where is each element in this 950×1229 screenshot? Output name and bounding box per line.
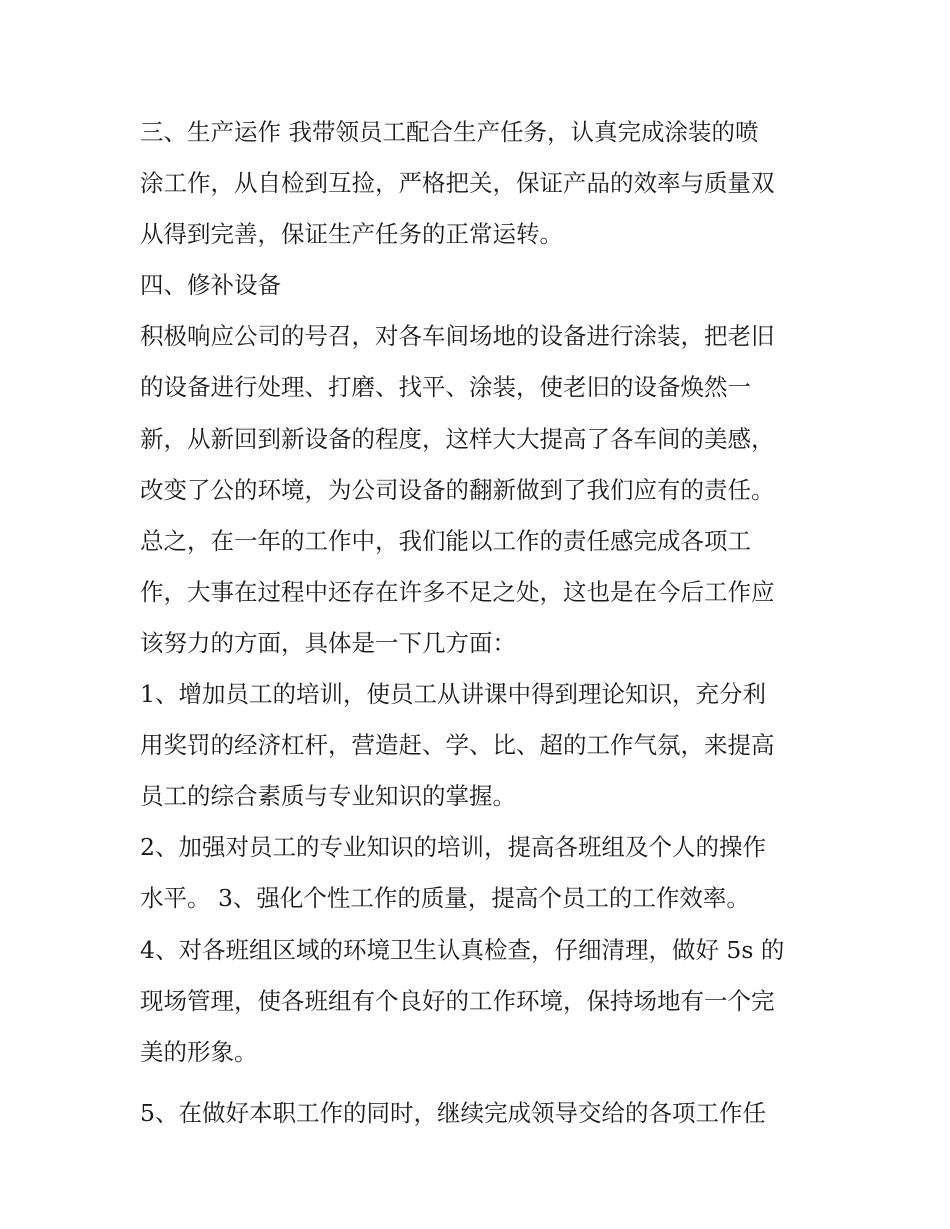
list-item-line: 用奖罚的经济杠杆，营造赶、学、比、超的工作气氛，来提高 — [140, 731, 775, 760]
section-heading: 四、修补设备 — [140, 271, 281, 300]
text-line: 三、生产运作 我带领员工配合生产任务，认真完成涂装的喷 — [140, 118, 759, 146]
list-item-line: 2、加强对员工的专业知识的培训，提高各班组及个人的操作 — [140, 833, 766, 862]
text-line: 作，大事在过程中还存在许多不足之处，这也是在今后工作应 — [140, 577, 775, 606]
document-body — [140, 107, 815, 1139]
text-line: 的设备进行处理、打磨、找平、涂装，使老旧的设备焕然一 — [140, 373, 751, 402]
list-item-line: 4、对各班组区域的环境卫生认真检查，仔细清理，做好 5s 的 — [140, 935, 785, 964]
paragraph-gap — [140, 1078, 815, 1088]
list-item-line: 美的形象。 — [140, 1037, 258, 1066]
text-line: 涂工作，从自检到互捡，严格把关，保证产品的效率与质量双 — [140, 169, 775, 198]
text-line: 总之，在一年的工作中，我们能以工作的责任感完成各项工 — [140, 526, 751, 555]
text-line: 新，从新回到新设备的程度，这样大大提高了各车间的美感， — [140, 424, 775, 453]
text-line: 从得到完善，保证生产任务的正常运转。 — [140, 220, 563, 249]
text-line: 该努力的方面，具体是一下几方面： — [140, 628, 516, 657]
list-item-line: 5、在做好本职工作的同时，继续完成领导交给的各项工作任 — [140, 1098, 766, 1127]
list-item-line: 员工的综合素质与专业知识的掌握。 — [140, 782, 516, 811]
list-item-line: 水平。 3、强化个性工作的质量，提高个员工的工作效率。 — [140, 884, 750, 913]
list-item-line: 1、增加员工的培训，使员工从讲课中得到理论知识，充分利 — [140, 680, 766, 709]
text-line: 改变了公的环境，为公司设备的翻新做到了我们应有的责任。 — [140, 475, 775, 504]
list-item-line: 现场管理，使各班组有个良好的工作环境，保持场地有一个完 — [140, 986, 775, 1015]
text-line: 积极响应公司的号召，对各车间场地的设备进行涂装，把老旧 — [140, 322, 775, 351]
